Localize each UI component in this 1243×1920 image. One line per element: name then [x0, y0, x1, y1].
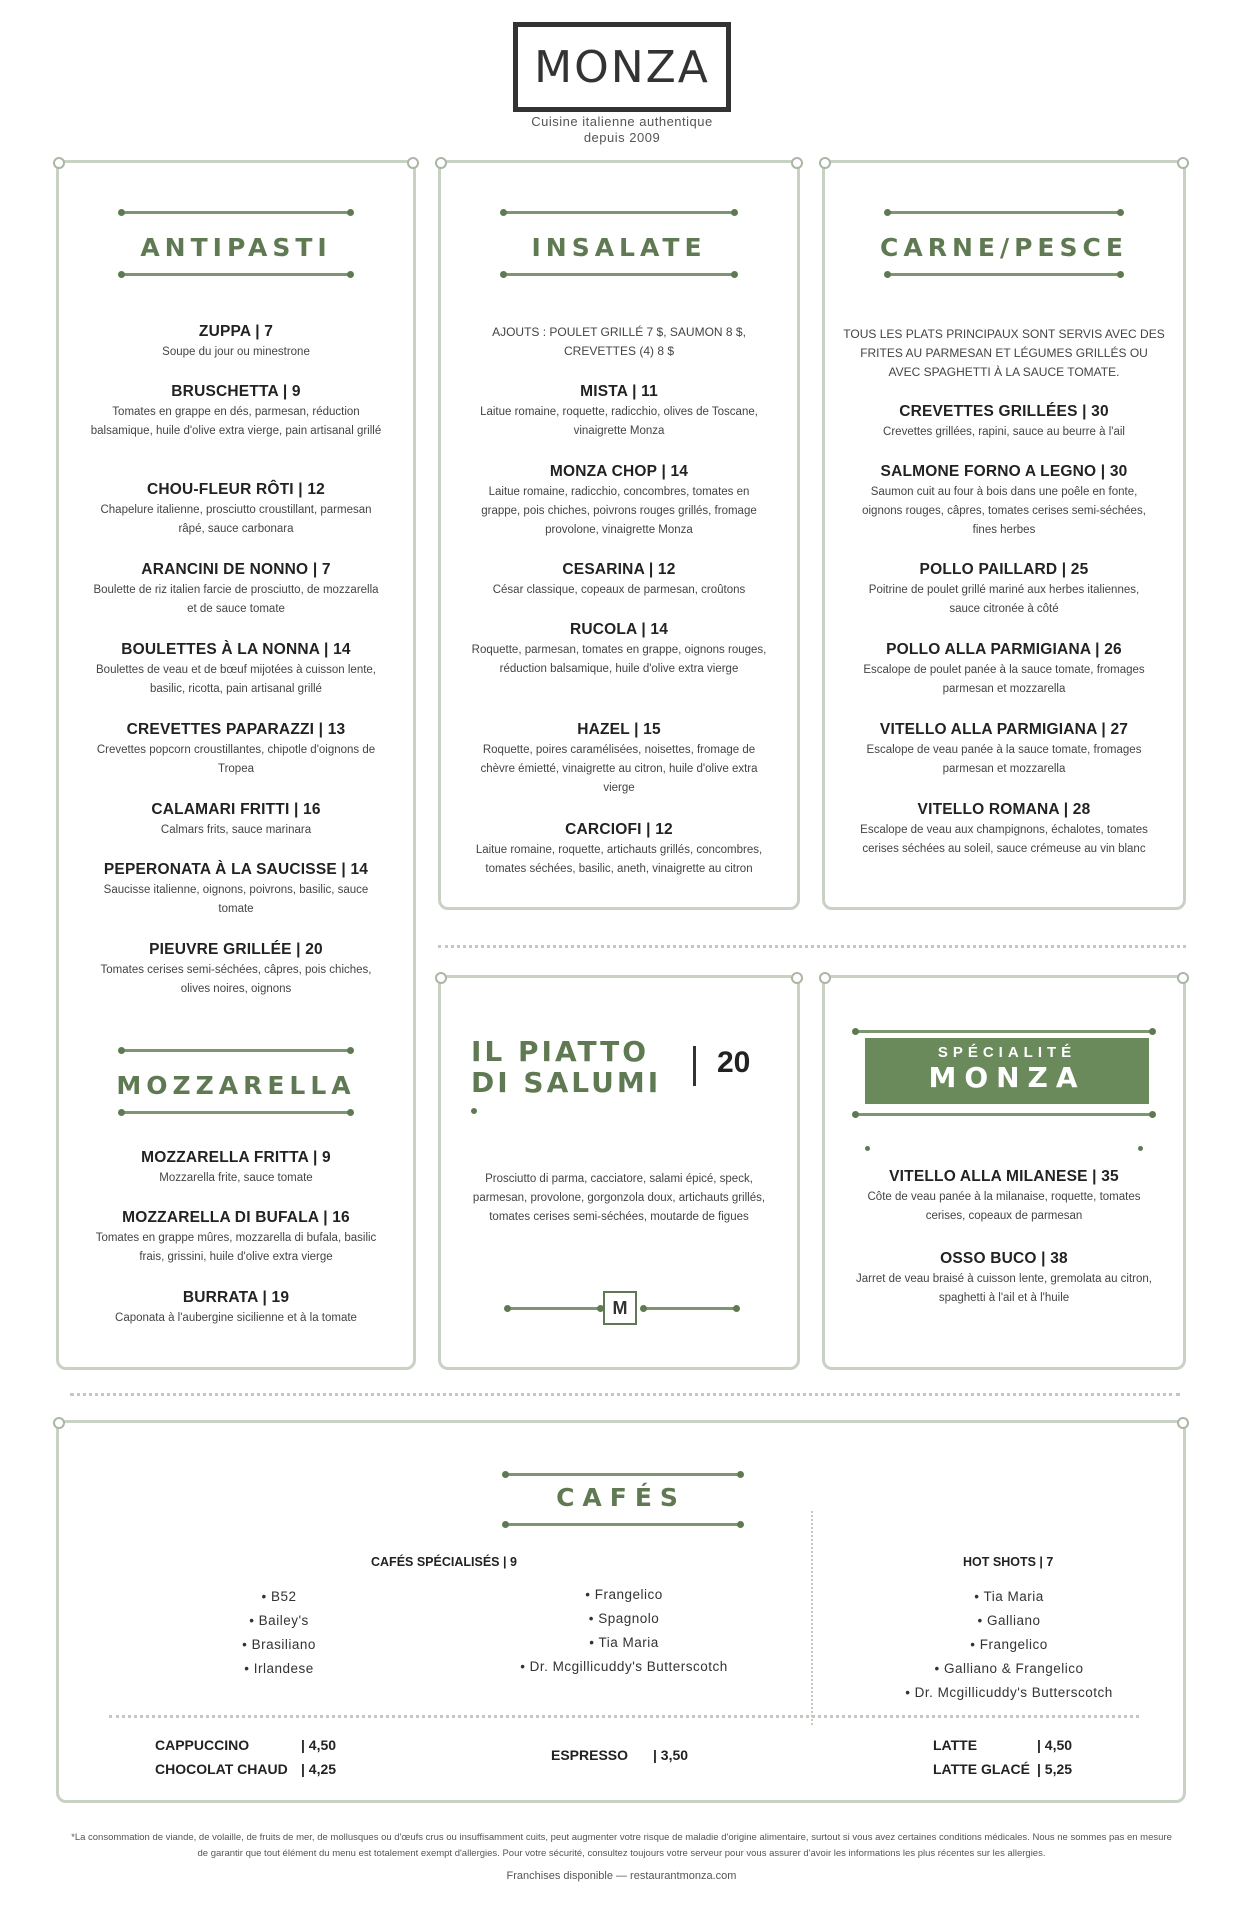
list-item: • B52 — [261, 1589, 297, 1604]
tagline-line-1: Cuisine italienne authentique — [531, 114, 713, 129]
specialite-banner — [865, 1038, 1149, 1104]
item-desc: Mozzarella frite, sauce tomate — [159, 1172, 313, 1184]
salumi-title-line-2: DI SALUMI — [471, 1066, 662, 1099]
item-name: PIEUVRE GRILLÉE | 20 — [149, 941, 323, 958]
item-name: ARANCINI DE NONNO | 7 — [141, 561, 331, 578]
carne-note: TOUS LES PLATS PRINCIPAUX SONT SERVIS AVEC DES FRITES AU PARMESAN ET LÉGUMES GRILLÉS OU AVEC SPAGHETTI À LA SAUCE TOMATE. — [843, 327, 1165, 379]
special-cafes-list-1 — [179, 1585, 379, 1681]
drink-price: | 4,50 — [1037, 1737, 1073, 1753]
item-desc: Tomates cerises semi-séchées, câpres, pois chiches, olives noires, oignons — [100, 964, 372, 995]
item-desc: César classique, copeaux de parmesan, croûtons — [492, 584, 746, 596]
special-cafes-list-2 — [499, 1583, 749, 1679]
menu-item — [825, 463, 1183, 540]
item-desc: Boulettes de veau et de bœuf mijotées à cuisson lente, basilic, ricotta, pain artisanal grillé — [96, 664, 376, 695]
drink-price: | 4,25 — [301, 1761, 337, 1777]
list-item: • Tia Maria — [589, 1635, 659, 1650]
carne-panel — [822, 160, 1186, 910]
divider-rule — [503, 211, 735, 214]
item-desc: Boulette de riz italien farcie de prosciutto, de mozzarella et de sauce tomate — [93, 584, 379, 615]
item-name: VITELLO ROMANA | 28 — [917, 801, 1091, 818]
list-item: • Frangelico — [970, 1637, 1048, 1652]
item-name: OSSO BUCO | 38 — [940, 1250, 1068, 1267]
item-desc: Jarret de veau braisé à cuisson lente, gremolata au citron, spaghetti à l'ail et à l'huile — [856, 1273, 1152, 1304]
item-desc: Prosciutto di parma, cacciatore, salami épicé, speck, parmesan, provolone, gorgonzola doux, artichauts grillés, tomates cerises semi-séchées, moutarde de figues — [472, 1173, 766, 1223]
divider-rule — [855, 1030, 1153, 1033]
item-desc: Côte de veau panée à la milanaise, roquette, tomates cerises, copeaux de parmesan — [867, 1191, 1141, 1222]
list-item: • Frangelico — [585, 1587, 663, 1602]
menu-item — [59, 323, 413, 362]
item-name: BRUSCHETTA | 9 — [171, 383, 301, 400]
menu-item — [441, 383, 797, 441]
drink-name: ESPRESSO — [551, 1747, 629, 1763]
item-name: RUCOLA | 14 — [569, 621, 669, 638]
item-name: SALMONE FORNO A LEGNO | 30 — [880, 463, 1128, 480]
list-item: • Galliano — [977, 1613, 1041, 1628]
item-name: BURRATA | 19 — [182, 1289, 290, 1306]
item-name: POLLO PAILLARD | 25 — [919, 561, 1089, 578]
list-item: • Bailey's — [249, 1613, 309, 1628]
menu-item — [59, 561, 413, 619]
list-item: • Irlandese — [244, 1661, 314, 1676]
drinks-col-2 — [551, 1743, 688, 1767]
franchise-link[interactable]: Franchises disponible — restaurantmonza.com — [506, 1870, 737, 1882]
item-name: HAZEL | 15 — [577, 721, 661, 738]
salumi-underline — [471, 1108, 477, 1114]
menu-item — [441, 463, 797, 540]
menu-item — [441, 621, 797, 679]
menu-item — [59, 1149, 413, 1188]
menu-item — [441, 721, 797, 798]
item-desc: Escalope de veau aux champignons, échalotes, tomates cerises séchées au soleil, sauce crémeuse au vin blanc — [860, 824, 1148, 855]
salumi-heading — [471, 1036, 661, 1098]
item-desc: Caponata à l'aubergine sicilienne et à la tomate — [115, 1312, 357, 1324]
logo — [513, 22, 731, 112]
item-desc: Escalope de poulet panée à la sauce tomate, fromages parmesan et mozzarella — [863, 664, 1145, 695]
menu-item — [825, 721, 1183, 779]
tagline-line-2: depuis 2009 — [583, 130, 661, 145]
allergy-disclaimer: *La consommation de viande, de volaille, de fruits de mer, de mollusques ou d'œufs crus ou insuffisamment cuits, peut augmenter votre risque de maladie d'origine alimentaire, surtout si vous avez certaines conditions médicales. Nous ne sommes pas en mesure de garantir que tout élément du menu est totalement exempt d'allergies. Pour votre sécurité, consultez toujours votre serveur pour vous assurer d'avoir les informations les plus récentes sur les allergies. — [71, 1832, 1172, 1859]
vertical-divider — [811, 1511, 813, 1725]
antipasti-title: ANTIPASTI — [140, 233, 332, 262]
item-name: CREVETTES GRILLÉES | 30 — [899, 403, 1109, 420]
item-desc: Tomates en grappe mûres, mozzarella di bufala, basilic frais, grissini, huile d'olive extra vierge — [95, 1232, 377, 1263]
item-desc: Crevettes popcorn croustillantes, chipotle d'oignons de Tropea — [96, 744, 376, 775]
drink-name: CAPPUCCINO — [155, 1737, 250, 1753]
cafes-panel — [56, 1420, 1186, 1803]
salumi-separator — [693, 1046, 696, 1086]
menu-item — [59, 481, 413, 539]
logo-text: MONZA — [534, 41, 710, 93]
dotted-divider — [109, 1715, 1139, 1718]
item-desc: Soupe du jour ou minestrone — [162, 346, 310, 358]
item-desc: Laitue romaine, radicchio, concombres, tomates en grappe, pois chiches, poivrons rouges grillés, fromage provolone, vinaigrette Monza — [481, 486, 757, 536]
dotted-divider — [70, 1393, 1180, 1396]
item-desc: Poitrine de poulet grillé mariné aux herbes italiennes, sauce citronée à côté — [868, 584, 1140, 615]
menu-item — [825, 641, 1183, 699]
drink-name: CHOCOLAT CHAUD — [155, 1761, 288, 1777]
divider-rule — [121, 211, 351, 214]
salumi-title-line-1: IL PIATTO — [471, 1035, 650, 1068]
list-item: • Galliano & Frangelico — [934, 1661, 1084, 1676]
menu-item — [825, 1250, 1183, 1308]
item-name: CESARINA | 12 — [562, 561, 676, 578]
divider-rule — [505, 1523, 741, 1526]
item-name: PEPERONATA À LA SAUCISSE | 14 — [103, 861, 369, 878]
menu-item — [825, 801, 1183, 859]
item-desc: Crevettes grillées, rapini, sauce au beurre à l'ail — [883, 426, 1125, 438]
menu-item — [59, 383, 413, 441]
item-desc: Calmars frits, sauce marinara — [160, 824, 312, 836]
carne-title: CARNE/PESCE — [880, 233, 1128, 262]
divider-rule — [887, 273, 1121, 276]
menu-item — [825, 561, 1183, 619]
menu-item — [825, 1168, 1183, 1226]
item-desc: Laitue romaine, roquette, radicchio, olives de Toscane, vinaigrette Monza — [480, 406, 758, 437]
salumi-price: 20 — [717, 1046, 751, 1079]
monogram-letter: M — [612, 1297, 628, 1318]
hot-shots-list — [879, 1585, 1139, 1705]
list-item: • Brasiliano — [242, 1637, 316, 1652]
item-name: MOZZARELLA DI BUFALA | 16 — [122, 1209, 350, 1226]
item-name: VITELLO ALLA MILANESE | 35 — [889, 1168, 1119, 1185]
list-item: • Dr. Mcgillicuddy's Butterscotch — [905, 1685, 1113, 1700]
item-name: ZUPPA | 7 — [198, 323, 274, 340]
item-name: CALAMARI FRITTI | 16 — [151, 801, 321, 818]
monogram-badge — [603, 1291, 637, 1325]
divider-rule — [643, 1307, 737, 1310]
item-name: MISTA | 11 — [580, 383, 658, 400]
divider-rule — [121, 1111, 351, 1114]
item-desc: Escalope de veau panée à la sauce tomate, fromages parmesan et mozzarella — [866, 744, 1142, 775]
drink-name: LATTE GLACÉ — [933, 1761, 1030, 1777]
drink-price: | 5,25 — [1037, 1761, 1073, 1777]
item-name: CHOU-FLEUR RÔTI | 12 — [147, 481, 325, 498]
menu-item — [59, 1289, 413, 1328]
insalate-title: INSALATE — [531, 233, 707, 262]
list-item: • Spagnolo — [588, 1611, 660, 1626]
salumi-description — [441, 1168, 797, 1227]
divider-rule — [855, 1113, 1153, 1116]
menu-item — [59, 861, 413, 919]
item-desc: Roquette, parmesan, tomates en grappe, oignons rouges, réduction balsamique, huile d'olive extra vierge — [471, 644, 767, 675]
cafes-title: CAFÉS — [556, 1483, 686, 1512]
menu-item — [59, 1209, 413, 1267]
insalate-note: AJOUTS : POULET GRILLÉ 7 $, SAUMON 8 $, CREVETTES (4) 8 $ — [492, 325, 746, 358]
antipasti-panel — [56, 160, 416, 1370]
item-name: VITELLO ALLA PARMIGIANA | 27 — [879, 721, 1129, 738]
menu-item — [825, 403, 1183, 442]
item-desc: Chapelure italienne, prosciutto croustillant, parmesan râpé, sauce carbonara — [100, 504, 372, 535]
divider-rule — [887, 211, 1121, 214]
specialite-name: MONZA — [928, 1061, 1086, 1094]
drink-price: | 4,50 — [301, 1737, 337, 1753]
menu-item — [441, 561, 797, 600]
item-desc: Roquette, poires caramélisées, noisettes, fromage de chèvre émietté, vinaigrette au citron, huile d'olive extra vierge — [480, 744, 758, 794]
divider-rule — [121, 273, 351, 276]
drink-name: LATTE — [933, 1737, 978, 1753]
divider-rule — [507, 1307, 601, 1310]
dotted-divider — [438, 945, 1186, 948]
item-name: POLLO ALLA PARMIGIANA | 26 — [886, 641, 1122, 658]
item-name: CREVETTES PAPARAZZI | 13 — [126, 721, 346, 738]
divider-rule — [121, 1049, 351, 1052]
divider-rule — [503, 273, 735, 276]
special-cafes-title: CAFÉS SPÉCIALISÉS | 9 — [371, 1555, 517, 1569]
menu-item — [59, 801, 413, 840]
menu-item — [441, 821, 797, 879]
tagline — [480, 114, 764, 146]
decorative-dot — [1138, 1146, 1143, 1151]
list-item: • Tia Maria — [974, 1589, 1044, 1604]
divider-rule — [505, 1473, 741, 1476]
insalate-panel — [438, 160, 800, 910]
salumi-panel — [438, 975, 800, 1370]
mozzarella-title: MOZZARELLA — [116, 1071, 356, 1100]
list-item: • Dr. Mcgillicuddy's Butterscotch — [520, 1659, 728, 1674]
item-desc: Saumon cuit au four à bois dans une poêle en fonte, oignons rouges, câpres, tomates cerises semi-séchées, fines herbes — [862, 486, 1146, 536]
item-name: BOULETTES À LA NONNA | 14 — [121, 641, 351, 658]
drinks-col-3 — [933, 1733, 1072, 1781]
drink-price: | 3,50 — [653, 1747, 689, 1763]
menu-item — [59, 721, 413, 779]
drinks-col-1 — [155, 1733, 336, 1781]
item-name: MOZZARELLA FRITTA | 9 — [141, 1149, 331, 1166]
menu-item — [59, 941, 413, 999]
item-desc: Saucisse italienne, oignons, poivrons, basilic, sauce tomate — [103, 884, 369, 915]
menu-item — [59, 641, 413, 699]
item-name: CARCIOFI | 12 — [565, 821, 673, 838]
item-desc: Laitue romaine, roquette, artichauts grillés, concombres, tomates séchées, basilic, aneth, vinaigrette au citron — [475, 844, 763, 875]
specialite-panel — [822, 975, 1186, 1370]
item-name: MONZA CHOP | 14 — [549, 463, 689, 480]
specialite-label: SPÉCIALITÉ — [937, 1044, 1077, 1061]
hot-shots-title: HOT SHOTS | 7 — [963, 1555, 1054, 1569]
decorative-dot — [865, 1146, 870, 1151]
item-desc: Tomates en grappe en dés, parmesan, réduction balsamique, huile d'olive extra vierge, pain artisanal grillé — [90, 406, 382, 437]
